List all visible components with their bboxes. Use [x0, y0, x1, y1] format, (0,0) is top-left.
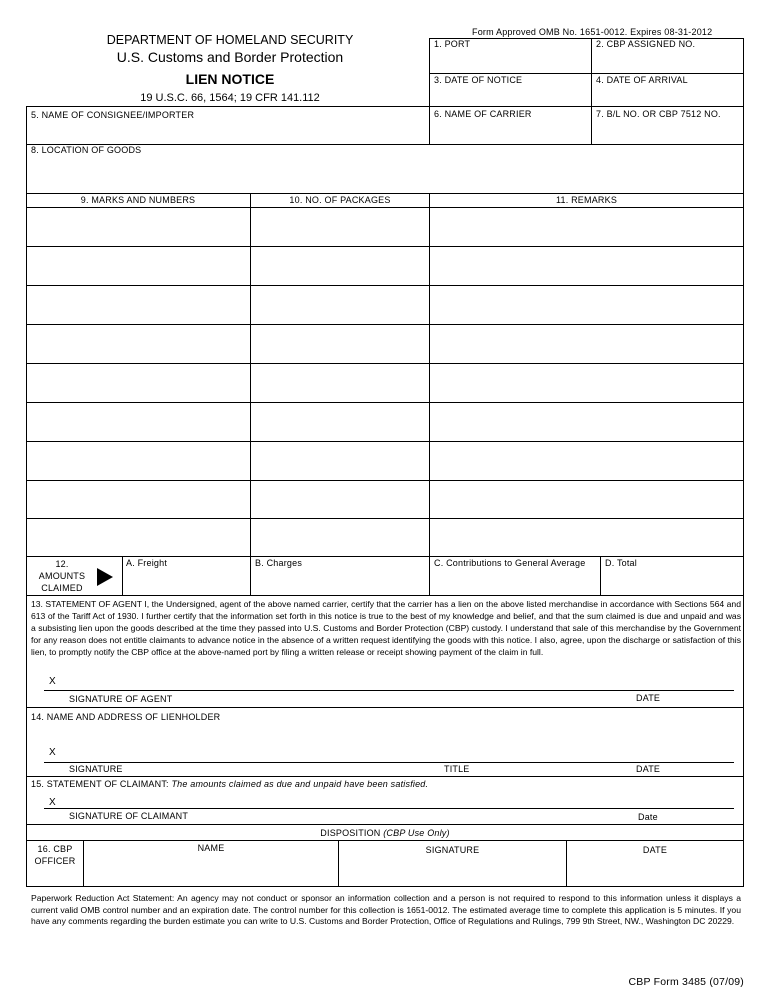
line-after-15 [26, 824, 744, 825]
lienholder-signature-line [44, 762, 734, 763]
marks-cell[interactable] [27, 247, 249, 285]
marks-cell[interactable] [27, 286, 249, 324]
omb-approval: Form Approved OMB No. 1651-0012. Expires 08-31-2012 [472, 27, 713, 37]
packages-cell[interactable] [251, 403, 428, 441]
location-label: 8. LOCATION OF GOODS [31, 145, 142, 155]
marks-cell[interactable] [27, 208, 249, 246]
disposition-label [27, 828, 743, 838]
lienholder-date-field[interactable] [625, 744, 733, 762]
claimant-label [31, 779, 428, 789]
packages-cell[interactable] [251, 247, 428, 285]
lienholder-title-label: TITLE [444, 764, 470, 774]
remarks-cell[interactable] [430, 208, 742, 246]
packages-cell[interactable] [251, 208, 428, 246]
agency-name: U.S. Customs and Border Protection [116, 49, 344, 65]
cbp-officer-label: 16. CBP OFFICER [34, 844, 76, 866]
department-name: DEPARTMENT OF HOMELAND SECURITY [106, 33, 354, 47]
claimant-x-mark: X [49, 797, 56, 808]
bl-number-label: 7. B/L NO. OR CBP 7512 NO. [596, 109, 721, 119]
page-title: LIEN NOTICE [185, 71, 275, 87]
legal-citation: 19 U.S.C. 66, 1564; 19 CFR 141.112 [140, 92, 320, 104]
date-of-arrival-label: 4. DATE OF ARRIVAL [596, 75, 688, 85]
paperwork-statement: Paperwork Reduction Act Statement: An agency may not conduct or sponsor an information collection and a person is not required to respond to this information unless it displays a current valid OMB control number and an expiration date. The control number for this collection is 1651-0012. The estimated average time to complete this application is 5 minutes. If you have any comments regarding the burden estimate you can write to U.S. Customs and Border Protection, Office of Regulations and Rulings, 799 9th Street, NW., Washington DC 20229. [31, 893, 741, 926]
agent-date-field[interactable] [625, 672, 733, 690]
claimant-label-text: 15. STATEMENT OF CLAIMANT: [31, 779, 169, 789]
remarks-cell[interactable] [430, 286, 742, 324]
claimant-date-label: Date [638, 812, 658, 822]
border-bottom [26, 886, 744, 887]
marks-cell[interactable] [27, 364, 249, 402]
lienholder-x-mark: X [49, 747, 56, 758]
lienholder-title-field[interactable] [435, 744, 620, 762]
lienholder-signature-field[interactable] [60, 744, 430, 762]
claimant-statement: The amounts claimed as due and unpaid have been satisfied. [171, 779, 429, 789]
packages-header: 10. NO. OF PACKAGES [289, 195, 391, 205]
carrier-label: 6. NAME OF CARRIER [434, 109, 532, 119]
remarks-cell[interactable] [430, 247, 742, 285]
officer-signature-label: SIGNATURE [425, 845, 480, 855]
consignee-label: 5. NAME OF CONSIGNEE/IMPORTER [31, 110, 195, 120]
lienholder-date-label: DATE [636, 764, 661, 774]
disposition-title: DISPOSITION [320, 828, 381, 838]
agent-signature-label: SIGNATURE OF AGENT [69, 694, 173, 704]
freight-label: A. Freight [126, 558, 168, 568]
officer-name-label: NAME [197, 843, 225, 853]
marks-cell[interactable] [27, 403, 249, 441]
packages-cell[interactable] [251, 442, 428, 480]
remarks-cell[interactable] [430, 481, 742, 518]
contributions-label: C. Contributions to General Average [434, 558, 586, 568]
lienholder-signature-label: SIGNATURE [69, 764, 123, 774]
line-after-8 [26, 193, 744, 194]
marks-header: 9. MARKS AND NUMBERS [80, 195, 196, 205]
form-number: CBP Form 3485 (07/09) [628, 976, 744, 988]
amounts-claimed-label: 12. AMOUNTS CLAIMED [38, 559, 86, 593]
remarks-header: 11. REMARKS [555, 195, 618, 205]
arrow-right-icon [97, 568, 113, 586]
port-label: 1. PORT [434, 39, 471, 49]
claimant-signature-label: SIGNATURE OF CLAIMANT [69, 811, 189, 821]
claimant-date-field[interactable] [625, 792, 733, 808]
packages-cell[interactable] [251, 519, 428, 556]
line-after-13 [26, 707, 744, 708]
border-right [743, 38, 744, 887]
agent-signature-field[interactable] [60, 672, 620, 690]
marks-cell[interactable] [27, 325, 249, 363]
cbp-assigned-label: 2. CBP ASSIGNED NO. [596, 39, 696, 49]
line-after-amounts [26, 595, 744, 596]
agent-x-mark: X [49, 676, 56, 687]
total-label: D. Total [605, 558, 637, 568]
officer-date-label: DATE [642, 845, 668, 855]
claimant-signature-field[interactable] [60, 792, 620, 808]
agent-statement: 13. STATEMENT OF AGENT I, the Undersigned, agent of the above named carrier, certify that the carrier has a lien on the above listed merchandise in accordance with Sections 564 and 613 of the Tariff Act of 1930. I further certify that the information set forth in this notice is true to the best of my knowledge and belief, and that the sum claimed is due and unpaid and was a subsisting lien upon the goods described at the time they passed into U.S. Customs and Border Protection (CBP) custody. I understand that sale of this merchandise by the Government for any reason does not entitle claimants to advance notice in the absence of a written request identifying the goods with this notice. I also, agree, upon the discharge or satisfaction of this lien, to promptly notify the CBP office at the above-named port by filing a written release or receipt showing payment of the claim in full. [31, 599, 741, 657]
claimant-signature-line [44, 808, 734, 809]
packages-cell[interactable] [251, 325, 428, 363]
line-after-14 [26, 776, 744, 777]
disposition-note: (CBP Use Only) [383, 828, 450, 838]
agent-signature-line [44, 690, 734, 691]
marks-cell[interactable] [27, 442, 249, 480]
agent-date-label: DATE [636, 693, 661, 703]
remarks-cell[interactable] [430, 325, 742, 363]
remarks-cell[interactable] [430, 519, 742, 556]
date-of-notice-label: 3. DATE OF NOTICE [434, 75, 523, 85]
packages-cell[interactable] [251, 481, 428, 518]
remarks-cell[interactable] [430, 403, 742, 441]
marks-cell[interactable] [27, 481, 249, 518]
packages-cell[interactable] [251, 364, 428, 402]
lienholder-label: 14. NAME AND ADDRESS OF LIENHOLDER [31, 712, 221, 722]
charges-label: B. Charges [255, 558, 303, 568]
lienholder-name-field[interactable] [27, 722, 743, 744]
marks-cell[interactable] [27, 519, 249, 556]
remarks-cell[interactable] [430, 364, 742, 402]
packages-cell[interactable] [251, 286, 428, 324]
remarks-cell[interactable] [430, 442, 742, 480]
